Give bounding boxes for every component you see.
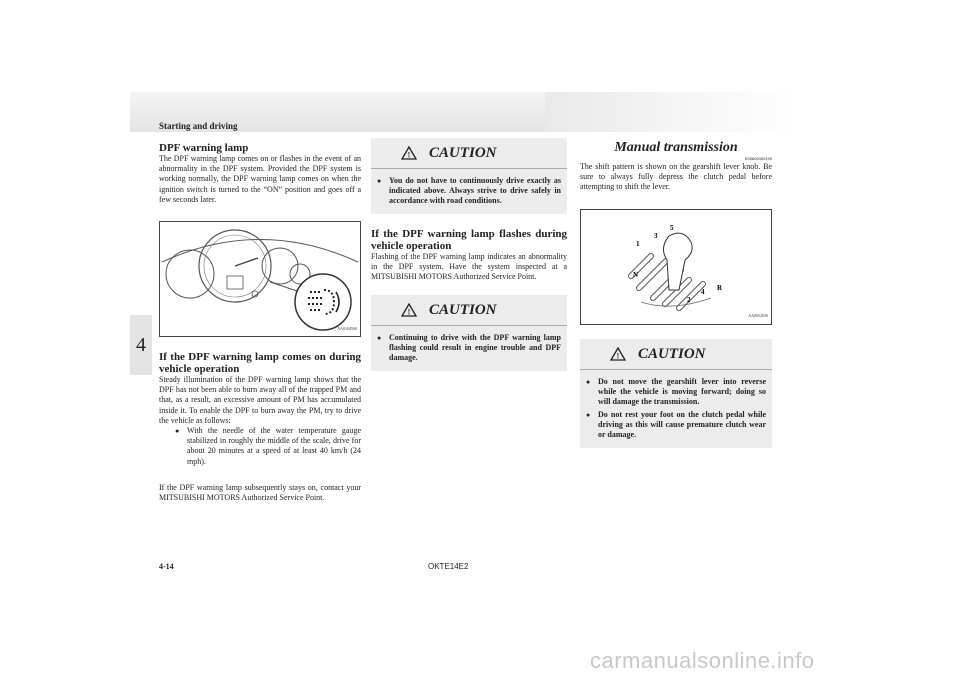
warning-triangle-icon bbox=[401, 146, 417, 160]
svg-text:!: ! bbox=[616, 351, 620, 361]
shift-pattern-figure bbox=[580, 209, 772, 325]
gear-4-label: 4 bbox=[701, 287, 705, 296]
caution-header bbox=[371, 138, 567, 169]
dpf-closing: If the DPF warning lamp subsequently stays on, contact your MITSUBISHI MOTORS Authorized Service Point. bbox=[159, 482, 361, 503]
caution-box bbox=[371, 138, 567, 214]
section-title: Starting and driving bbox=[159, 121, 238, 131]
gear-2-label: 2 bbox=[687, 295, 691, 304]
dpf-lamp-body: The DPF warning lamp comes on or flashes in the event of an abnormality in the DPF system. Provided the DPF system is working normally, the DPF warning lamp comes on when the ignition switch is turned to the “ON” position and goes off a few seconds later. bbox=[159, 154, 361, 204]
manual-transmission-title: Manual transmission bbox=[614, 140, 738, 155]
gearshift-illustration bbox=[581, 210, 771, 324]
caution-box bbox=[371, 295, 567, 371]
svg-text:!: ! bbox=[407, 150, 411, 160]
caution-header bbox=[580, 339, 772, 370]
page-number: 4-14 bbox=[159, 562, 174, 571]
gear-3-label: 3 bbox=[654, 231, 658, 240]
header-bar-fade bbox=[545, 92, 795, 132]
manual-transmission-body: The shift pattern is shown on the gearshift lever knob. Be sure to always fully depress the clutch pedal before attempting to shift the lever. bbox=[580, 162, 772, 192]
bullet-icon: ● bbox=[586, 410, 591, 419]
figure-code: AA0052036 bbox=[748, 313, 768, 319]
caution-item bbox=[377, 176, 561, 206]
chapter-tab: 4 bbox=[130, 315, 152, 375]
warning-triangle-icon bbox=[610, 347, 626, 361]
gear-n-label: N bbox=[633, 270, 639, 279]
caution-title: CAUTION bbox=[429, 144, 497, 161]
caution-box bbox=[580, 339, 772, 448]
caution-text: Do not rest your foot on the clutch pedal while driving as this will cause premature clutch wear or damage. bbox=[598, 409, 766, 439]
bullet-text: With the needle of the water temperature gauge stabilized in roughly the middle of the scale, drive for about 20 minutes at a speed of at least 40 km/h (24 mph). bbox=[187, 426, 361, 466]
caution-text: Do not move the gearshift lever into reverse while the vehicle is moving forward; doing so will damage the transmission. bbox=[598, 376, 766, 406]
caution-title: CAUTION bbox=[638, 345, 706, 362]
dashboard-figure bbox=[159, 221, 361, 337]
reference-code: E00602000199 bbox=[744, 156, 772, 161]
warning-triangle-icon bbox=[401, 303, 417, 317]
document-code: OKTE14E2 bbox=[428, 562, 469, 571]
caution-item bbox=[586, 410, 766, 440]
caution-text: You do not have to continuously drive exactly as indicated above. Always strive to drive safely in accordance with road conditions. bbox=[389, 176, 561, 205]
caution-title: CAUTION bbox=[429, 301, 497, 318]
watermark: carmanualsonline.info bbox=[590, 648, 815, 673]
dpf-on-heading: If the DPF warning lamp comes on during vehicle operation bbox=[159, 351, 361, 376]
caution-item bbox=[586, 377, 766, 407]
bullet-item bbox=[175, 426, 361, 467]
svg-text:!: ! bbox=[407, 307, 411, 317]
right-column bbox=[580, 140, 772, 448]
gear-5-label: 5 bbox=[670, 223, 674, 232]
caution-header bbox=[371, 295, 567, 326]
bullet-icon: ● bbox=[175, 427, 180, 436]
dpf-on-body: Steady illumination of the DPF warning lamp shows that the DPF has not been able to burn away all of the trapped PM and that, as a result, an excessive amount of PM has accumulated inside it. To enable the DPF to burn away the PM, try to drive the vehicle as follows: bbox=[159, 375, 361, 425]
bullet-icon: ● bbox=[377, 177, 382, 185]
caution-item bbox=[377, 333, 561, 363]
middle-column bbox=[371, 138, 567, 371]
dashboard-illustration bbox=[160, 222, 360, 336]
bullet-icon: ● bbox=[586, 377, 591, 386]
dpf-flash-body: Flashing of the DPF warning lamp indicates an abnormality in the DPF system. Have the system inspected at a MITSUBISHI MOTORS Authorized Service Point. bbox=[371, 252, 567, 282]
dpf-flash-heading: If the DPF warning lamp flashes during vehicle operation bbox=[371, 228, 567, 252]
caution-text: Continuing to drive with the DPF warning lamp flashing could result in engine trouble and DPF damage. bbox=[389, 332, 561, 362]
bullet-icon: ● bbox=[377, 333, 382, 342]
left-column bbox=[159, 142, 361, 503]
gear-1-label: 1 bbox=[636, 239, 640, 248]
dpf-lamp-title: DPF warning lamp bbox=[159, 142, 249, 154]
gear-r-label: R bbox=[717, 283, 723, 292]
figure-code: AA0104560 bbox=[337, 325, 357, 331]
